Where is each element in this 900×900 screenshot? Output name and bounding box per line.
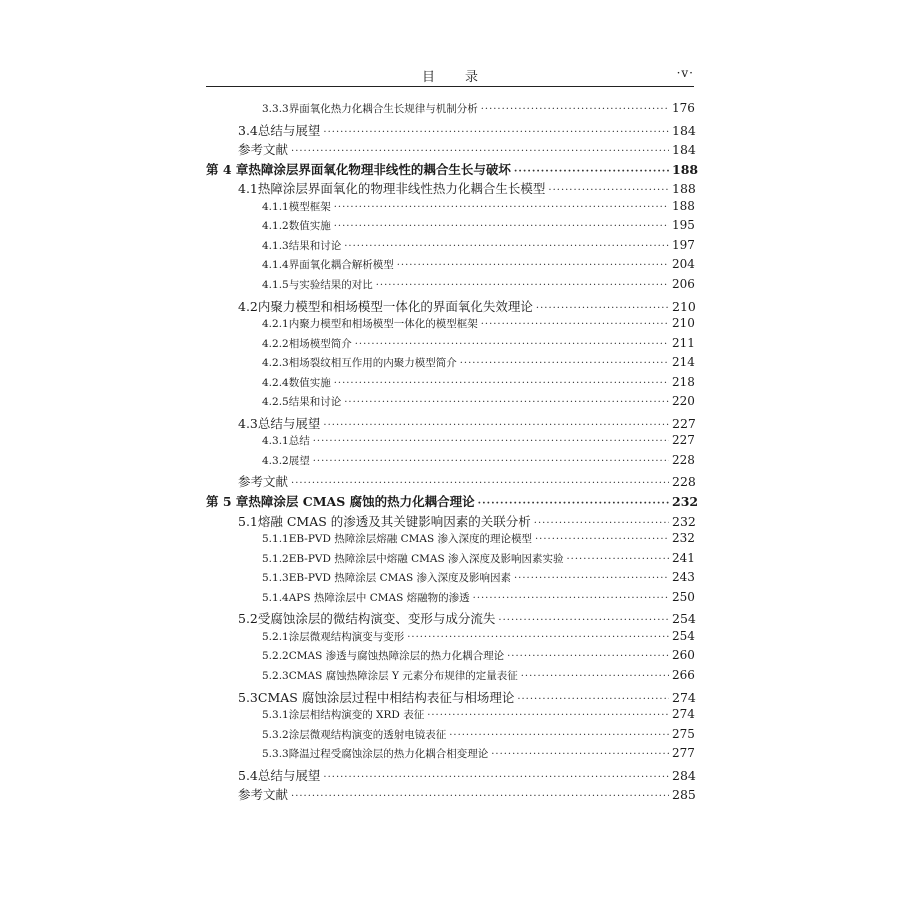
toc-entry-page: 220 bbox=[672, 394, 695, 409]
toc-entry-sub[interactable] bbox=[262, 355, 694, 375]
toc-entry-page: 241 bbox=[672, 550, 695, 565]
dot-leader bbox=[514, 166, 669, 177]
dot-leader bbox=[460, 358, 669, 369]
toc-entry-page: 285 bbox=[672, 787, 696, 803]
toc-entry-number: 4.2.1 bbox=[262, 318, 289, 331]
toc-entry-page: 250 bbox=[672, 589, 695, 604]
toc-entry-number: 3.4 bbox=[238, 122, 258, 138]
toc-entry-sub[interactable] bbox=[262, 590, 694, 610]
dot-leader bbox=[344, 241, 669, 252]
page-header bbox=[206, 64, 694, 87]
toc-entry-number: 4.3.1 bbox=[262, 435, 289, 448]
toc-entry-title: CMAS 腐蚀热障涂层 Y 元素分布规律的定量表征 bbox=[288, 669, 518, 682]
toc-entry-page: 254 bbox=[672, 628, 695, 643]
toc-entry-number: 5.2.3 bbox=[262, 669, 289, 682]
toc-entry-chapter[interactable] bbox=[206, 492, 699, 512]
toc-entry-title: 模型框架 bbox=[288, 200, 331, 213]
toc-entry-title: 热障涂层界面氧化的物理非线性热力化耦合生长模型 bbox=[257, 181, 546, 197]
toc-entry-number: 5.2 bbox=[238, 611, 258, 627]
toc-entry-page: 184 bbox=[672, 122, 696, 138]
toc-entry-sub[interactable] bbox=[262, 629, 694, 649]
toc-entry-page: 274 bbox=[672, 707, 695, 722]
toc-entry-page: 243 bbox=[672, 570, 695, 585]
toc-entry-page: 188 bbox=[672, 198, 695, 213]
toc-entry-title: 内聚力模型和相场模型一体化的界面氧化失效理论 bbox=[257, 298, 533, 314]
toc-entry-number: 5.4 bbox=[238, 767, 258, 783]
toc-entry-title: 界面氧化热力化耦合生长规律与机制分析 bbox=[288, 103, 478, 115]
toc-entry-page: 254 bbox=[672, 611, 696, 627]
toc-entry-section[interactable] bbox=[238, 414, 694, 434]
header-title: 目录 bbox=[421, 70, 508, 85]
toc-entry-page: 184 bbox=[672, 142, 696, 158]
header-page-number: ·v· bbox=[676, 66, 694, 80]
toc-entry-title: 总结 bbox=[288, 435, 310, 448]
dot-leader bbox=[334, 221, 669, 232]
toc-entry-sub[interactable] bbox=[262, 336, 694, 356]
toc-entry-title: 热障涂层界面氧化物理非线性的耦合生长与破坏 bbox=[248, 161, 511, 177]
dot-leader bbox=[514, 573, 669, 584]
toc-entry-number: 4.2 bbox=[238, 298, 258, 314]
toc-entry-page: 211 bbox=[672, 335, 695, 350]
toc-entry-page: 188 bbox=[672, 181, 696, 197]
toc-entry-sub[interactable] bbox=[262, 648, 694, 668]
toc-entry-section[interactable] bbox=[238, 688, 694, 708]
toc-entry-sub[interactable] bbox=[262, 570, 694, 590]
toc-entry-number: 5.3 bbox=[238, 689, 258, 705]
toc-entry-sub[interactable] bbox=[262, 531, 694, 551]
dot-leader bbox=[517, 694, 669, 705]
toc-entry-title: EB-PVD 热障涂层中熔融 CMAS 渗入深度及影响因素实验 bbox=[288, 552, 564, 565]
dot-leader bbox=[535, 534, 669, 545]
toc-entry-title: 相场裂纹相互作用的内聚力模型简介 bbox=[288, 357, 457, 370]
toc-entry-page: 232 bbox=[672, 513, 696, 529]
toc-entry-title: 降温过程受腐蚀涂层的热力化耦合相变理论 bbox=[288, 748, 489, 761]
toc-entry-title: 参考文献 bbox=[238, 787, 289, 803]
toc-entry-number: 5.2.1 bbox=[262, 630, 289, 643]
dot-leader bbox=[355, 339, 669, 350]
toc-entry-number: 5.3.2 bbox=[262, 728, 289, 741]
toc-entry-page: 210 bbox=[672, 316, 695, 331]
dot-leader bbox=[334, 378, 669, 389]
toc-entry-sub[interactable] bbox=[262, 199, 694, 219]
toc-entry-title: 参考文献 bbox=[238, 142, 289, 158]
toc-entry-page: 227 bbox=[672, 415, 696, 431]
dot-leader bbox=[481, 104, 669, 115]
toc-entry-number: 第 5 章 bbox=[206, 494, 249, 509]
toc-entry-page: 176 bbox=[672, 101, 695, 115]
toc-entry-chapter[interactable] bbox=[206, 160, 699, 180]
dot-leader bbox=[478, 498, 669, 509]
toc-entry-page: 284 bbox=[672, 767, 696, 783]
toc-entry-sub[interactable] bbox=[262, 433, 694, 453]
toc-entry-title: 与实验结果的对比 bbox=[288, 278, 373, 291]
dot-leader bbox=[323, 127, 669, 138]
toc-entry-section[interactable] bbox=[238, 121, 694, 141]
toc-entry-title: 结果和讨论 bbox=[288, 396, 342, 409]
dot-leader bbox=[507, 651, 669, 662]
toc-entry-page: 218 bbox=[672, 374, 695, 389]
toc-entry-section[interactable] bbox=[238, 609, 694, 629]
dot-leader bbox=[397, 260, 669, 271]
toc-entry-page: 197 bbox=[672, 237, 695, 252]
toc-entry-title: 热障涂层 CMAS 腐蚀的热力化耦合理论 bbox=[248, 494, 475, 509]
dot-leader bbox=[323, 420, 669, 431]
toc-entry-page: 195 bbox=[672, 218, 695, 233]
toc-entry-title: 内聚力模型和相场模型一体化的模型框架 bbox=[288, 318, 478, 331]
toc-entry-title: APS 热障涂层中 CMAS 熔融物的渗透 bbox=[288, 591, 470, 604]
dot-leader bbox=[344, 397, 669, 408]
toc-entry-sub[interactable] bbox=[262, 727, 694, 747]
toc-entry-title: 数值实施 bbox=[288, 220, 331, 233]
dot-leader bbox=[334, 202, 669, 213]
toc-entry-title: 结果和讨论 bbox=[288, 239, 342, 252]
toc-entry-sub[interactable] bbox=[262, 707, 694, 727]
dot-leader bbox=[291, 146, 669, 157]
toc-entry-number: 4.3.2 bbox=[262, 454, 289, 467]
dot-leader bbox=[491, 749, 669, 760]
toc-entry-section[interactable] bbox=[238, 766, 694, 786]
toc-entry-ref[interactable] bbox=[238, 472, 694, 492]
dot-leader bbox=[473, 593, 669, 604]
toc-entry-page: 227 bbox=[672, 433, 695, 448]
toc-entry-number: 3.3.3 bbox=[262, 103, 289, 115]
toc-entry-number: 5.1 bbox=[238, 513, 258, 529]
dot-leader bbox=[481, 319, 669, 330]
dot-leader bbox=[449, 730, 669, 741]
toc-entry-number: 4.2.2 bbox=[262, 337, 289, 350]
toc-entry-title: 相场模型简介 bbox=[288, 337, 352, 350]
toc-entry-sub[interactable] bbox=[262, 316, 694, 336]
toc-entry-number: 5.1.4 bbox=[262, 591, 289, 604]
toc-entry-title: CMAS 渗透与腐蚀热障涂层的热力化耦合理论 bbox=[288, 650, 505, 663]
dot-leader bbox=[313, 436, 669, 447]
toc-entry-sub[interactable] bbox=[262, 375, 694, 395]
toc-entry-sub[interactable] bbox=[262, 218, 694, 238]
dot-leader bbox=[323, 772, 669, 783]
toc-entry-page: 277 bbox=[672, 746, 695, 761]
toc-entry-title: 涂层微观结构演变与变形 bbox=[288, 630, 405, 643]
toc-entry-title: CMAS 腐蚀涂层过程中相结构表征与相场理论 bbox=[257, 689, 515, 705]
toc-entry-number: 4.2.4 bbox=[262, 376, 289, 389]
dot-leader bbox=[548, 185, 669, 196]
toc-entry-page: 232 bbox=[672, 531, 695, 546]
dot-leader bbox=[566, 554, 669, 565]
toc-entry-sub[interactable] bbox=[262, 238, 694, 258]
toc-entry-title: 总结与展望 bbox=[257, 767, 321, 783]
dot-leader bbox=[521, 671, 669, 682]
toc-entry-sub[interactable] bbox=[262, 277, 694, 297]
toc-entry-number: 第 4 章 bbox=[206, 161, 249, 177]
toc-entry-number: 4.1.1 bbox=[262, 200, 289, 213]
dot-leader bbox=[291, 478, 669, 489]
toc-entry-page: 228 bbox=[672, 452, 695, 467]
toc-entry-number: 4.2.5 bbox=[262, 396, 289, 409]
toc-entry-section[interactable] bbox=[238, 512, 694, 532]
toc-entry-title: 涂层相结构演变的 XRD 表征 bbox=[288, 709, 425, 722]
toc-entry-page: 260 bbox=[672, 648, 695, 663]
toc-entry-sub[interactable] bbox=[262, 668, 694, 688]
toc-entry-title: 展望 bbox=[288, 454, 310, 467]
toc-entry-title: 界面氧化耦合解析模型 bbox=[288, 259, 394, 272]
toc-entry-title: 总结与展望 bbox=[257, 415, 321, 431]
toc-entry-page: 228 bbox=[672, 474, 696, 490]
toc-entry-title: 熔融 CMAS 的渗透及其关键影响因素的关联分析 bbox=[257, 513, 531, 529]
dot-leader bbox=[291, 791, 669, 802]
toc-entry-number: 4.3 bbox=[238, 415, 258, 431]
toc-entry-number: 5.1.1 bbox=[262, 533, 289, 546]
toc-entry-title: EB-PVD 热障涂层 CMAS 渗入深度及影响因素 bbox=[288, 572, 511, 585]
toc-entry-sub[interactable] bbox=[262, 551, 694, 571]
toc-entry-section[interactable] bbox=[238, 297, 694, 317]
toc-entry-title: 总结与展望 bbox=[257, 122, 321, 138]
toc-entry-number: 4.1 bbox=[238, 181, 258, 197]
dot-leader bbox=[536, 303, 669, 314]
toc-entry-page: 206 bbox=[672, 276, 695, 291]
toc-entry-sub[interactable] bbox=[262, 101, 694, 121]
toc-entry-number: 4.1.3 bbox=[262, 239, 289, 252]
toc-entry-sub[interactable] bbox=[262, 746, 694, 766]
dot-leader bbox=[534, 518, 669, 529]
toc-entry-number: 4.1.2 bbox=[262, 220, 289, 233]
toc-entry-number: 4.1.4 bbox=[262, 259, 289, 272]
toc-entry-number: 5.2.2 bbox=[262, 650, 289, 663]
dot-leader bbox=[498, 615, 669, 626]
toc-entry-sub[interactable] bbox=[262, 453, 694, 473]
toc-entry-page: 232 bbox=[672, 494, 699, 509]
toc-entry-sub[interactable] bbox=[262, 394, 694, 414]
toc-entry-sub[interactable] bbox=[262, 257, 694, 277]
toc-entry-title: EB-PVD 热障涂层熔融 CMAS 渗入深度的理论模型 bbox=[288, 533, 532, 546]
toc-entry-number: 5.1.2 bbox=[262, 552, 289, 565]
toc-entry-ref[interactable] bbox=[238, 785, 694, 805]
toc-entry-number: 5.3.1 bbox=[262, 709, 289, 722]
toc-entry-page: 204 bbox=[672, 257, 695, 272]
toc-entry-page: 275 bbox=[672, 726, 695, 741]
dot-leader bbox=[407, 632, 669, 643]
toc-entry-page: 274 bbox=[672, 689, 696, 705]
toc-entry-number: 5.1.3 bbox=[262, 572, 289, 585]
toc-entry-ref[interactable] bbox=[238, 140, 694, 160]
toc-entry-section[interactable] bbox=[238, 179, 694, 199]
toc-entry-page: 210 bbox=[672, 298, 696, 314]
toc-entry-page: 266 bbox=[672, 667, 695, 682]
toc-entry-title: 数值实施 bbox=[288, 376, 331, 389]
toc-entry-title: 受腐蚀涂层的微结构演变、变形与成分流失 bbox=[257, 611, 496, 627]
dot-leader bbox=[427, 710, 669, 721]
toc-entry-number: 5.3.3 bbox=[262, 748, 289, 761]
toc-entry-page: 188 bbox=[672, 161, 699, 177]
dot-leader bbox=[376, 280, 669, 291]
dot-leader bbox=[313, 456, 669, 467]
toc-entry-number: 4.1.5 bbox=[262, 278, 289, 291]
toc-entry-title: 涂层微观结构演变的透射电镜表征 bbox=[288, 728, 447, 741]
toc-entry-number: 4.2.3 bbox=[262, 357, 289, 370]
toc-entry-title: 参考文献 bbox=[238, 474, 289, 490]
toc-entry-page: 214 bbox=[672, 355, 695, 370]
